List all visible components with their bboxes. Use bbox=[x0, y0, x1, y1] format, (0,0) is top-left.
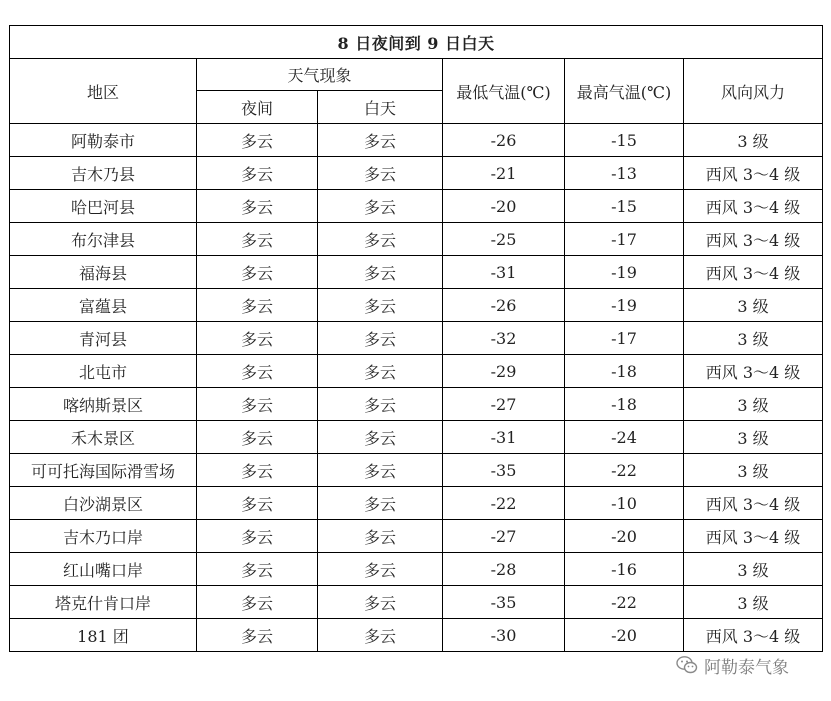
header-wind: 风向风力 bbox=[684, 59, 823, 124]
region-cell: 吉木乃口岸 bbox=[10, 520, 197, 553]
min-temp-cell: -21 bbox=[443, 157, 565, 190]
max-temp-cell: -20 bbox=[565, 619, 684, 652]
night-cell: 多云 bbox=[197, 256, 318, 289]
region-cell: 福海县 bbox=[10, 256, 197, 289]
wind-cell: 西风 3～4 级 bbox=[684, 487, 823, 520]
min-temp-cell: -27 bbox=[443, 388, 565, 421]
night-cell: 多云 bbox=[197, 487, 318, 520]
table-row bbox=[10, 289, 823, 322]
wind-cell: 西风 3～4 级 bbox=[684, 619, 823, 652]
day-cell: 多云 bbox=[318, 454, 443, 487]
wind-cell: 3 级 bbox=[684, 388, 823, 421]
region-cell: 北屯市 bbox=[10, 355, 197, 388]
min-temp-cell: -25 bbox=[443, 223, 565, 256]
day-cell: 多云 bbox=[318, 124, 443, 157]
wind-cell: 西风 3～4 级 bbox=[684, 190, 823, 223]
day-cell: 多云 bbox=[318, 157, 443, 190]
night-cell: 多云 bbox=[197, 553, 318, 586]
table-row bbox=[10, 421, 823, 454]
table-row bbox=[10, 586, 823, 619]
account-watermark bbox=[676, 652, 826, 678]
max-temp-cell: -19 bbox=[565, 289, 684, 322]
wind-cell: 3 级 bbox=[684, 322, 823, 355]
night-cell: 多云 bbox=[197, 124, 318, 157]
min-temp-cell: -31 bbox=[443, 421, 565, 454]
max-temp-cell: -10 bbox=[565, 487, 684, 520]
max-temp-cell: -18 bbox=[565, 388, 684, 421]
table-row bbox=[10, 223, 823, 256]
wind-cell: 西风 3～4 级 bbox=[684, 157, 823, 190]
table-row bbox=[10, 619, 823, 652]
night-cell: 多云 bbox=[197, 322, 318, 355]
day-cell: 多云 bbox=[318, 619, 443, 652]
region-cell: 哈巴河县 bbox=[10, 190, 197, 223]
table-row bbox=[10, 124, 823, 157]
max-temp-cell: -16 bbox=[565, 553, 684, 586]
min-temp-cell: -22 bbox=[443, 487, 565, 520]
max-temp-cell: -24 bbox=[565, 421, 684, 454]
region-cell: 青河县 bbox=[10, 322, 197, 355]
night-cell: 多云 bbox=[197, 454, 318, 487]
wind-cell: 3 级 bbox=[684, 553, 823, 586]
day-cell: 多云 bbox=[318, 355, 443, 388]
max-temp-cell: -15 bbox=[565, 190, 684, 223]
wind-cell: 西风 3～4 级 bbox=[684, 520, 823, 553]
table-row bbox=[10, 388, 823, 421]
min-temp-cell: -20 bbox=[443, 190, 565, 223]
day-cell: 多云 bbox=[318, 520, 443, 553]
wind-cell: 西风 3～4 级 bbox=[684, 256, 823, 289]
table-row bbox=[10, 355, 823, 388]
header-day: 白天 bbox=[318, 91, 443, 124]
min-temp-cell: -28 bbox=[443, 553, 565, 586]
region-cell: 吉木乃县 bbox=[10, 157, 197, 190]
region-cell: 白沙湖景区 bbox=[10, 487, 197, 520]
max-temp-cell: -22 bbox=[565, 586, 684, 619]
day-cell: 多云 bbox=[318, 322, 443, 355]
table-row bbox=[10, 454, 823, 487]
table-row bbox=[10, 520, 823, 553]
day-cell: 多云 bbox=[318, 553, 443, 586]
header-weather: 天气现象 bbox=[197, 59, 443, 91]
wechat-icon bbox=[676, 655, 698, 675]
max-temp-cell: -17 bbox=[565, 322, 684, 355]
min-temp-cell: -29 bbox=[443, 355, 565, 388]
min-temp-cell: -31 bbox=[443, 256, 565, 289]
table-row bbox=[10, 256, 823, 289]
wind-cell: 西风 3～4 级 bbox=[684, 355, 823, 388]
max-temp-cell: -13 bbox=[565, 157, 684, 190]
max-temp-cell: -19 bbox=[565, 256, 684, 289]
table-row bbox=[10, 190, 823, 223]
min-temp-cell: -35 bbox=[443, 586, 565, 619]
max-temp-cell: -17 bbox=[565, 223, 684, 256]
night-cell: 多云 bbox=[197, 355, 318, 388]
night-cell: 多云 bbox=[197, 619, 318, 652]
region-cell: 喀纳斯景区 bbox=[10, 388, 197, 421]
wind-cell: 3 级 bbox=[684, 454, 823, 487]
day-cell: 多云 bbox=[318, 289, 443, 322]
night-cell: 多云 bbox=[197, 157, 318, 190]
region-cell: 红山嘴口岸 bbox=[10, 553, 197, 586]
wind-cell: 3 级 bbox=[684, 289, 823, 322]
region-cell: 塔克什肯口岸 bbox=[10, 586, 197, 619]
table-title: 8 日夜间到 9 日白天 bbox=[10, 26, 823, 59]
watermark-text: 阿勒泰气象 bbox=[704, 657, 789, 678]
region-cell: 可可托海国际滑雪场 bbox=[10, 454, 197, 487]
night-cell: 多云 bbox=[197, 586, 318, 619]
region-cell: 阿勒泰市 bbox=[10, 124, 197, 157]
wind-cell: 3 级 bbox=[684, 124, 823, 157]
wind-cell: 西风 3～4 级 bbox=[684, 223, 823, 256]
table-row bbox=[10, 322, 823, 355]
min-temp-cell: -35 bbox=[443, 454, 565, 487]
table-row bbox=[10, 487, 823, 520]
night-cell: 多云 bbox=[197, 520, 318, 553]
max-temp-cell: -22 bbox=[565, 454, 684, 487]
header-max-temp: 最高气温(℃) bbox=[565, 59, 684, 124]
region-cell: 布尔津县 bbox=[10, 223, 197, 256]
min-temp-cell: -26 bbox=[443, 289, 565, 322]
day-cell: 多云 bbox=[318, 421, 443, 454]
table-row bbox=[10, 157, 823, 190]
wind-cell: 3 级 bbox=[684, 586, 823, 619]
forecast-table bbox=[9, 25, 823, 652]
region-cell: 富蕴县 bbox=[10, 289, 197, 322]
wind-cell: 3 级 bbox=[684, 421, 823, 454]
max-temp-cell: -15 bbox=[565, 124, 684, 157]
header-night: 夜间 bbox=[197, 91, 318, 124]
header-min-temp: 最低气温(℃) bbox=[443, 59, 565, 124]
day-cell: 多云 bbox=[318, 223, 443, 256]
night-cell: 多云 bbox=[197, 190, 318, 223]
day-cell: 多云 bbox=[318, 256, 443, 289]
region-cell: 禾木景区 bbox=[10, 421, 197, 454]
max-temp-cell: -20 bbox=[565, 520, 684, 553]
min-temp-cell: -32 bbox=[443, 322, 565, 355]
day-cell: 多云 bbox=[318, 190, 443, 223]
region-cell: 181 团 bbox=[10, 619, 197, 652]
day-cell: 多云 bbox=[318, 586, 443, 619]
night-cell: 多云 bbox=[197, 421, 318, 454]
max-temp-cell: -18 bbox=[565, 355, 684, 388]
night-cell: 多云 bbox=[197, 223, 318, 256]
day-cell: 多云 bbox=[318, 388, 443, 421]
min-temp-cell: -27 bbox=[443, 520, 565, 553]
table-row bbox=[10, 553, 823, 586]
header-region: 地区 bbox=[10, 59, 197, 124]
min-temp-cell: -26 bbox=[443, 124, 565, 157]
night-cell: 多云 bbox=[197, 388, 318, 421]
day-cell: 多云 bbox=[318, 487, 443, 520]
night-cell: 多云 bbox=[197, 289, 318, 322]
min-temp-cell: -30 bbox=[443, 619, 565, 652]
